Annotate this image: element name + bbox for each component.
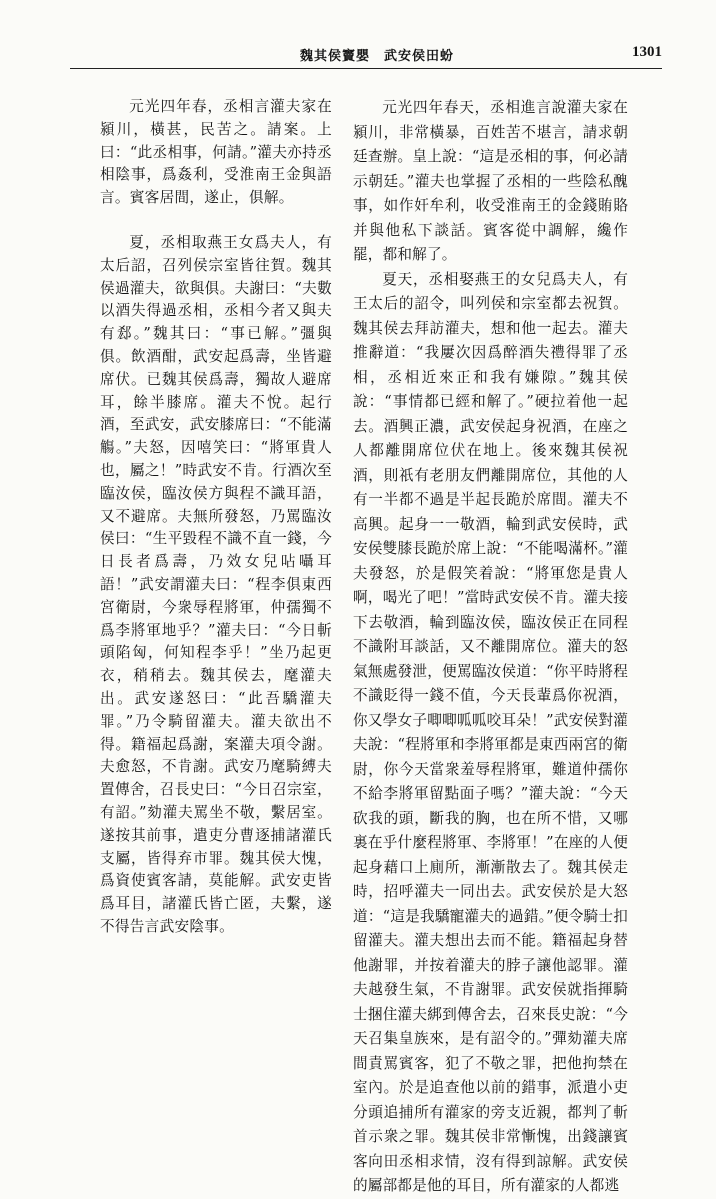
classical-text-column	[100, 96, 332, 939]
translation-paragraph: 元光四年春天，丞相進言說灌夫家在潁川，非常橫暴，百姓苦不堪言，請求朝廷查辦。皇上說：“這是丞相的事，何必請示朝廷。”灌夫也掌握了丞相的一些陰私醜事，如作奸牟利，收受淮南王的金錢賄賂并與他私下談話。賓客從中調解，纔作罷，都和解了。	[353, 99, 628, 263]
page-number: 1301	[632, 44, 662, 60]
page-header	[70, 40, 662, 69]
classical-paragraph: 元光四年春，丞相言灌夫家在潁川，橫甚，民苦之。請案。上曰：“此丞相事，何請。”灌夫亦持丞相陰事，爲姦利，受淮南王金與語言。賓客居間，遂止，俱解。	[100, 98, 332, 207]
modern-translation-column	[353, 96, 628, 1199]
classical-paragraph: 夏，丞相取燕王女爲夫人，有太后詔，召列侯宗室皆往賀。魏其侯過灌夫，欲與俱。夫謝曰：“夫數以酒失得過丞相，丞相今者又與夫有郄。”魏其曰：“事已解。”彊與俱。飲酒酣，武安起爲壽，坐皆避席伏。已魏其侯爲壽，獨故人避席耳，餘半膝席。灌夫不悅。起行酒，至武安，武安膝席曰：“不能滿觴。”夫怒，因嘻笑曰：“將軍貴人也，屬之！”時武安不肯。行酒次至臨汝侯，臨汝侯方與程不識耳語，又不避席。夫無所發怒，乃罵臨汝侯曰：“生平毀程不識不直一錢，今日長者爲壽，乃效女兒呫囁耳語！”武安謂灌夫曰：“程李俱東西宮衛尉，今衆辱程將軍，仲孺獨不爲李將軍地乎？”灌夫曰：“今日斬頭陷匈，何知程李乎！”坐乃起更衣，稍稍去。魏其侯去，麾灌夫出。武安遂怒曰：“此吾驕灌夫罪。”乃令騎留灌夫。灌夫欲出不得。籍福起爲謝，案灌夫項令謝。夫愈怒，不肯謝。武安乃麾騎縛夫置傳舍，召長史曰：“今日召宗室，有詔。”劾灌夫罵坐不敬，繫居室。遂按其前事，遣吏分曹逐捕諸灌氏支屬，皆得弃市罪。魏其侯大愧，爲資使賓客請，莫能解。武安吏皆爲耳目，諸灌氏皆亡匿，夫繫，遂不得告言武安陰事。	[100, 233, 332, 935]
translation-paragraph: 夏天，丞相娶燕王的女兒爲夫人，有王太后的詔令，叫列侯和宗室都去祝賀。魏其侯去拜訪灌夫，想和他一起去。灌夫推辭道：“我屢次因爲醉酒失禮得罪了丞相，丞相近來正和我有嫌隙。”魏其侯說：“事情都已經和解了。”硬拉着他一起去。酒興正濃，武安侯起身祝酒，在座之人都離開席位伏在地上。後來魏其侯祝酒，則祇有老朋友們離開席位，其他的人有一半都不過是半起長跪於席間。灌夫不高興。起身一一敬酒，輪到武安侯時，武安侯雙膝長跪於席上說：“不能喝滿杯。”灌夫發怒，於是假笑着說：“將軍您是貴人啊，喝光了吧！”當時武安侯不肯。灌夫接下去敬酒，輪到臨汝侯，臨汝侯正在同程不識附耳談話，又不離開席位。灌夫的怒氣無處發泄，便罵臨汝侯道：“你平時將程不識貶得一錢不值，今天長輩爲你祝酒，你又學女子唧唧呱呱咬耳朵！”武安侯對灌夫說：“程將軍和李將軍都是東西兩宮的衛尉，你今天當衆羞辱程將軍，難道仲孺你不給李將軍留點面子嗎？”灌夫說：“今天砍我的頭，斷我的胸，也在所不惜，又哪裏在乎什麼程將軍、李將軍！”在座的人便起身藉口上廁所，漸漸散去了。魏其侯走時，招呼灌夫一同出去。武安侯於是大怒道：“這是我驕寵灌夫的過錯。”便令騎士扣留灌夫。灌夫想出去而不能。籍福起身替他謝罪，并按着灌夫的脖子讓他認罪。灌夫越發生氣，不肯謝罪。武安侯就指揮騎士捆住灌夫綁到傳舍去，召來長史說：“今天召集皇族來，是有詔令的。”彈劾灌夫席間責罵賓客，犯了不敬之罪，把他拘禁在室內。於是追查他以前的錯事，派遣小吏分頭追捕所有灌家的旁支近親，都判了斬首示衆之罪。魏其侯非常慚愧，出錢讓賓客向田丞相求情，沒有得到諒解。武安侯的屬部都是他的耳目，所有灌家的人都逃	[353, 270, 628, 1194]
running-title: 魏其侯竇嬰 武安侯田蚡	[300, 49, 455, 64]
